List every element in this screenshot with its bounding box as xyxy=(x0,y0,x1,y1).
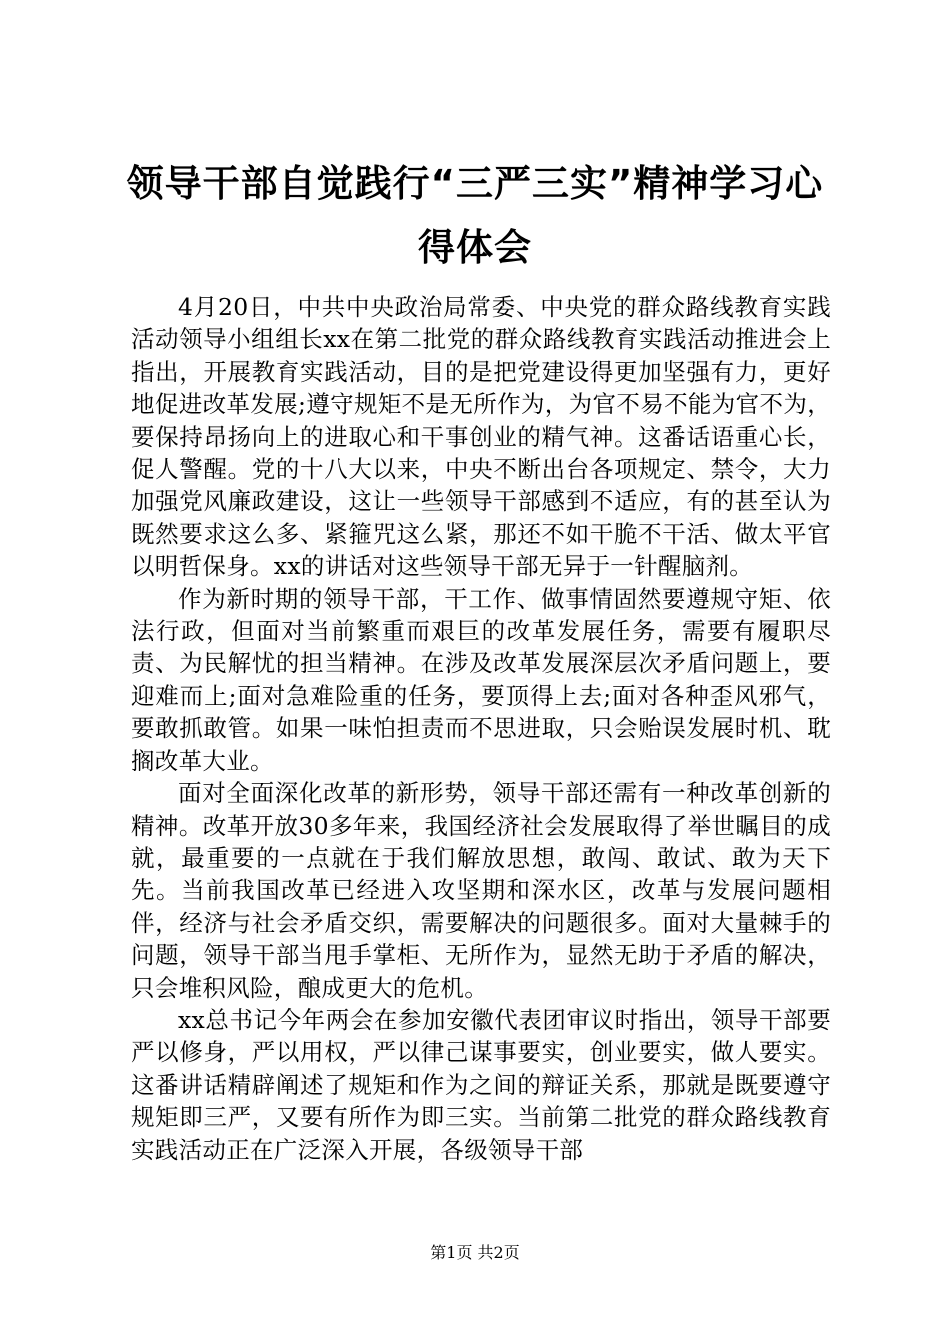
paragraph-1: 4月20日，中共中央政治局常委、中央党的群众路线教育实践活动领导小组组长xx在第二批党的群众路线教育实践活动推进会上指出，开展教育实践活动，目的是把党建设得更加坚强有力，更好地促进改革发展;遵守规矩不是无所作为，为官不易不能为官不为，要保持昂扬向上的进取心和干事创业的精气神。这番话语重心长，促人警醒。党的十八大以来，中央不断出台各项规定、禁令，大力加强党风廉政建设，这让一些领导干部感到不适应，有的甚至认为既然要求这么多、紧箍咒这么紧，那还不如干脆不干活、做太平官以明哲保身。xx的讲话对这些领导干部无异于一针醒脑剂。 xyxy=(131,293,831,581)
paragraph-3: 面对全面深化改革的新形势，领导干部还需有一种改革创新的精神。改革开放30多年来，我国经济社会发展取得了举世瞩目的成就，最重要的一点就在于我们解放思想，敢闯、敢试、敢为天下先。当前我国改革已经进入攻坚期和深水区，改革与发展问题相伴，经济与社会矛盾交织，需要解决的问题很多。面对大量棘手的问题，领导干部当甩手掌柜、无所作为，显然无助于矛盾的解决，只会堆积风险，酿成更大的危机。 xyxy=(131,779,831,1002)
page-number-footer: 第1页 共2页 xyxy=(430,1243,520,1262)
paragraph-2: 作为新时期的领导干部，干工作、做事情固然要遵规守矩、依法行政，但面对当前繁重而艰巨的改革发展任务，需要有履职尽责、为民解忧的担当精神。在涉及改革发展深层次矛盾问题上，要迎难而上;面对急难险重的任务，要顶得上去;面对各种歪风邪气，要敢抓敢管。如果一味怕担责而不思进取，只会贻误发展时机、耽搁改革大业。 xyxy=(131,584,831,775)
document-title: 领导干部自觉践行“三严三实”精神学习心得体会 xyxy=(126,162,824,269)
paragraph-4: xx总书记今年两会在参加安徽代表团审议时指出，领导干部要严以修身，严以用权，严以律己谋事要实，创业要实，做人要实。这番讲话精辟阐述了规矩和作为之间的辩证关系，那就是既要遵守规矩即三严，又要有所作为即三实。当前第二批党的群众路线教育实践活动正在广泛深入开展，各级领导干部 xyxy=(131,1005,831,1164)
document-body xyxy=(131,291,831,1166)
